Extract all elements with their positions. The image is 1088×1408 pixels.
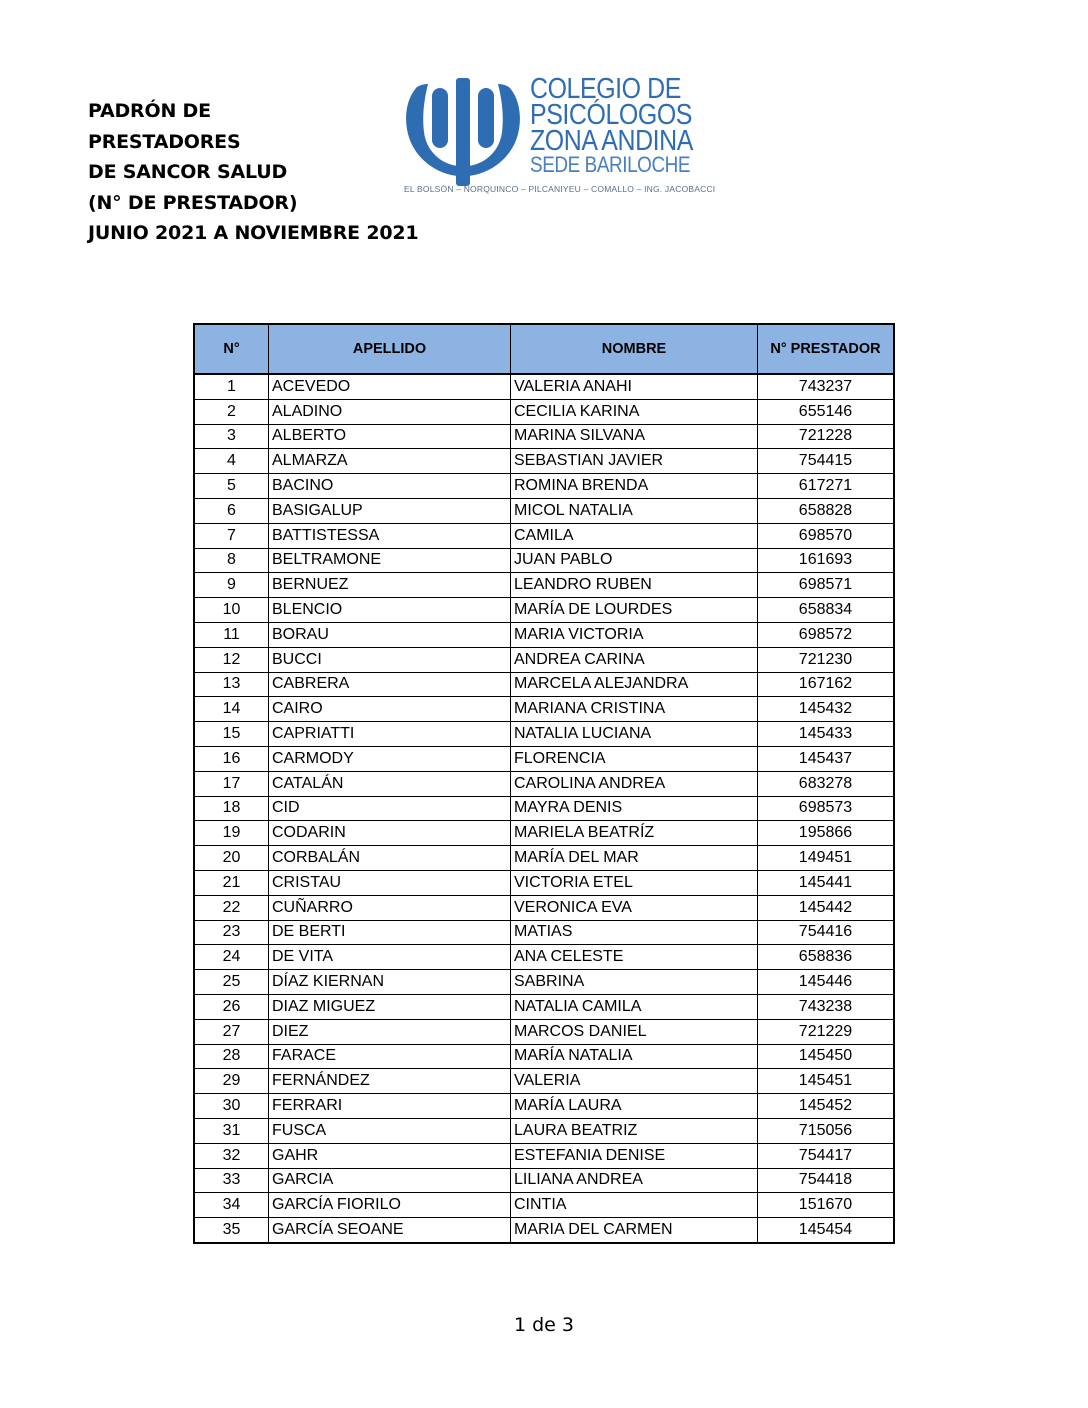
row-nombre: MARCOS DANIEL xyxy=(511,1019,758,1044)
row-apellido: GAHR xyxy=(269,1143,511,1168)
title-line: JUNIO 2021 A NOVIEMBRE 2021 xyxy=(88,222,419,244)
table-row xyxy=(194,622,894,647)
header-nombre: NOMBRE xyxy=(511,324,758,374)
table-row xyxy=(194,672,894,697)
header-numero: N° xyxy=(194,324,269,374)
row-numero: 22 xyxy=(194,895,269,920)
table-row xyxy=(194,1044,894,1069)
row-nombre: MARIELA BEATRÍZ xyxy=(511,821,758,846)
table-row xyxy=(194,821,894,846)
row-nombre: JUAN PABLO xyxy=(511,548,758,573)
row-numero: 3 xyxy=(194,424,269,449)
row-apellido: CABRERA xyxy=(269,672,511,697)
row-apellido: DE VITA xyxy=(269,945,511,970)
row-numero: 4 xyxy=(194,449,269,474)
row-nombre: CINTIA xyxy=(511,1193,758,1218)
row-apellido: DÍAZ KIERNAN xyxy=(269,970,511,995)
row-nombre: MARCELA ALEJANDRA xyxy=(511,672,758,697)
table-row xyxy=(194,771,894,796)
row-prestador: 617271 xyxy=(758,474,895,499)
table-row xyxy=(194,870,894,895)
table-row xyxy=(194,970,894,995)
row-prestador: 145442 xyxy=(758,895,895,920)
row-apellido: ALMARZA xyxy=(269,449,511,474)
row-numero: 8 xyxy=(194,548,269,573)
row-nombre: MATIAS xyxy=(511,920,758,945)
row-apellido: ALADINO xyxy=(269,399,511,424)
row-numero: 29 xyxy=(194,1069,269,1094)
row-nombre: MARÍA DE LOURDES xyxy=(511,598,758,623)
row-apellido: FUSCA xyxy=(269,1118,511,1143)
row-nombre: SABRINA xyxy=(511,970,758,995)
title-line: PADRÓN DE xyxy=(88,100,211,122)
row-prestador: 683278 xyxy=(758,771,895,796)
row-apellido: CUÑARRO xyxy=(269,895,511,920)
table-row xyxy=(194,796,894,821)
row-prestador: 698571 xyxy=(758,573,895,598)
row-apellido: DIEZ xyxy=(269,1019,511,1044)
row-apellido: BORAU xyxy=(269,622,511,647)
logo-line: SEDE BARILOCHE xyxy=(530,152,691,177)
row-apellido: CATALÁN xyxy=(269,771,511,796)
row-nombre: VALERIA xyxy=(511,1069,758,1094)
row-numero: 12 xyxy=(194,647,269,672)
table-row xyxy=(194,598,894,623)
row-prestador: 145451 xyxy=(758,1069,895,1094)
row-numero: 5 xyxy=(194,474,269,499)
row-numero: 25 xyxy=(194,970,269,995)
table-row xyxy=(194,548,894,573)
row-prestador: 655146 xyxy=(758,399,895,424)
table-row xyxy=(194,722,894,747)
table-row xyxy=(194,449,894,474)
row-apellido: BUCCI xyxy=(269,647,511,672)
row-nombre: CAMILA xyxy=(511,523,758,548)
psi-logo-icon xyxy=(402,78,524,186)
row-prestador: 145450 xyxy=(758,1044,895,1069)
row-nombre: ANA CELESTE xyxy=(511,945,758,970)
row-prestador: 754416 xyxy=(758,920,895,945)
row-nombre: MARIANA CRISTINA xyxy=(511,697,758,722)
table-row xyxy=(194,374,894,399)
row-numero: 17 xyxy=(194,771,269,796)
row-apellido: FERRARI xyxy=(269,1094,511,1119)
row-numero: 14 xyxy=(194,697,269,722)
row-numero: 6 xyxy=(194,498,269,523)
table-row xyxy=(194,1094,894,1119)
row-numero: 15 xyxy=(194,722,269,747)
row-prestador: 145437 xyxy=(758,746,895,771)
table-row xyxy=(194,573,894,598)
row-apellido: GARCÍA SEOANE xyxy=(269,1218,511,1243)
row-prestador: 721228 xyxy=(758,424,895,449)
row-numero: 24 xyxy=(194,945,269,970)
row-nombre: MICOL NATALIA xyxy=(511,498,758,523)
row-apellido: BASIGALUP xyxy=(269,498,511,523)
row-apellido: BLENCIO xyxy=(269,598,511,623)
table-row xyxy=(194,895,894,920)
row-prestador: 149451 xyxy=(758,846,895,871)
row-nombre: LEANDRO RUBEN xyxy=(511,573,758,598)
row-prestador: 698570 xyxy=(758,523,895,548)
row-nombre: ROMINA BRENDA xyxy=(511,474,758,499)
table-row xyxy=(194,1019,894,1044)
table-row xyxy=(194,498,894,523)
table-row xyxy=(194,1168,894,1193)
row-nombre: NATALIA CAMILA xyxy=(511,994,758,1019)
row-numero: 23 xyxy=(194,920,269,945)
table-row xyxy=(194,1218,894,1243)
row-apellido: CAPRIATTI xyxy=(269,722,511,747)
row-numero: 31 xyxy=(194,1118,269,1143)
row-numero: 13 xyxy=(194,672,269,697)
row-prestador: 698573 xyxy=(758,796,895,821)
row-apellido: DE BERTI xyxy=(269,920,511,945)
row-prestador: 151670 xyxy=(758,1193,895,1218)
row-numero: 27 xyxy=(194,1019,269,1044)
colegio-logo xyxy=(402,72,716,202)
logo-towns: EL BOLSÓN – ÑORQUINCO – PILCANIYEU – COMALLO – ING. JACOBACCI xyxy=(404,184,716,194)
row-numero: 26 xyxy=(194,994,269,1019)
table-row xyxy=(194,474,894,499)
table-row xyxy=(194,1193,894,1218)
row-prestador: 721229 xyxy=(758,1019,895,1044)
row-prestador: 698572 xyxy=(758,622,895,647)
row-apellido: CRISTAU xyxy=(269,870,511,895)
row-prestador: 743238 xyxy=(758,994,895,1019)
header-prestador: N° PRESTADOR xyxy=(758,324,895,374)
row-nombre: MARINA SILVANA xyxy=(511,424,758,449)
row-nombre: VERONICA EVA xyxy=(511,895,758,920)
row-apellido: CORBALÁN xyxy=(269,846,511,871)
row-apellido: FARACE xyxy=(269,1044,511,1069)
row-prestador: 145441 xyxy=(758,870,895,895)
row-numero: 16 xyxy=(194,746,269,771)
table-row xyxy=(194,1143,894,1168)
row-numero: 33 xyxy=(194,1168,269,1193)
row-nombre: CECILIA KARINA xyxy=(511,399,758,424)
table-row xyxy=(194,945,894,970)
row-numero: 11 xyxy=(194,622,269,647)
row-nombre: MARÍA NATALIA xyxy=(511,1044,758,1069)
row-prestador: 721230 xyxy=(758,647,895,672)
logo-line: ZONA ANDINA xyxy=(530,125,693,157)
table-row xyxy=(194,1118,894,1143)
row-apellido: BELTRAMONE xyxy=(269,548,511,573)
row-nombre: MARÍA DEL MAR xyxy=(511,846,758,871)
table-row xyxy=(194,424,894,449)
prestadores-table xyxy=(193,323,895,1244)
row-prestador: 754415 xyxy=(758,449,895,474)
row-apellido: BERNUEZ xyxy=(269,573,511,598)
table-row xyxy=(194,399,894,424)
row-numero: 35 xyxy=(194,1218,269,1243)
logo-line: COLEGIO DE xyxy=(530,73,681,105)
row-numero: 2 xyxy=(194,399,269,424)
row-nombre: LILIANA ANDREA xyxy=(511,1168,758,1193)
table-header-row xyxy=(194,324,894,374)
row-prestador: 754417 xyxy=(758,1143,895,1168)
row-prestador: 145454 xyxy=(758,1218,895,1243)
row-prestador: 145452 xyxy=(758,1094,895,1119)
table-row xyxy=(194,994,894,1019)
title-line: DE SANCOR SALUD xyxy=(88,161,288,183)
table-row xyxy=(194,746,894,771)
row-numero: 19 xyxy=(194,821,269,846)
row-numero: 20 xyxy=(194,846,269,871)
row-apellido: FERNÁNDEZ xyxy=(269,1069,511,1094)
row-nombre: VICTORIA ETEL xyxy=(511,870,758,895)
row-apellido: GARCIA xyxy=(269,1168,511,1193)
row-prestador: 743237 xyxy=(758,374,895,399)
logo-line: PSICÓLOGOS xyxy=(530,99,693,131)
row-apellido: BACINO xyxy=(269,474,511,499)
table-body xyxy=(194,374,894,1243)
row-numero: 32 xyxy=(194,1143,269,1168)
row-prestador: 715056 xyxy=(758,1118,895,1143)
row-numero: 21 xyxy=(194,870,269,895)
row-apellido: GARCÍA FIORILO xyxy=(269,1193,511,1218)
row-numero: 28 xyxy=(194,1044,269,1069)
row-numero: 7 xyxy=(194,523,269,548)
row-numero: 9 xyxy=(194,573,269,598)
row-apellido: CARMODY xyxy=(269,746,511,771)
row-apellido: CID xyxy=(269,796,511,821)
row-apellido: ALBERTO xyxy=(269,424,511,449)
row-nombre: VALERIA ANAHI xyxy=(511,374,758,399)
table-row xyxy=(194,647,894,672)
row-apellido: DIAZ MIGUEZ xyxy=(269,994,511,1019)
row-prestador: 658834 xyxy=(758,598,895,623)
row-nombre: FLORENCIA xyxy=(511,746,758,771)
row-nombre: MARIA VICTORIA xyxy=(511,622,758,647)
title-line: (N° DE PRESTADOR) xyxy=(88,191,298,214)
table-row xyxy=(194,523,894,548)
row-nombre: ESTEFANIA DENISE xyxy=(511,1143,758,1168)
row-nombre: CAROLINA ANDREA xyxy=(511,771,758,796)
row-prestador: 658828 xyxy=(758,498,895,523)
row-numero: 30 xyxy=(194,1094,269,1119)
row-prestador: 145433 xyxy=(758,722,895,747)
row-numero: 1 xyxy=(194,374,269,399)
row-nombre: NATALIA LUCIANA xyxy=(511,722,758,747)
row-prestador: 161693 xyxy=(758,548,895,573)
row-prestador: 145432 xyxy=(758,697,895,722)
page-number: 1 de 3 xyxy=(513,1314,574,1336)
table-row xyxy=(194,920,894,945)
row-prestador: 754418 xyxy=(758,1168,895,1193)
row-prestador: 658836 xyxy=(758,945,895,970)
title-line: PRESTADORES xyxy=(88,130,241,153)
row-apellido: CAIRO xyxy=(269,697,511,722)
row-numero: 18 xyxy=(194,796,269,821)
table-row xyxy=(194,846,894,871)
document-title xyxy=(88,96,418,249)
row-prestador: 145446 xyxy=(758,970,895,995)
row-nombre: MARÍA LAURA xyxy=(511,1094,758,1119)
row-nombre: ANDREA CARINA xyxy=(511,647,758,672)
table-row xyxy=(194,697,894,722)
row-apellido: CODARIN xyxy=(269,821,511,846)
row-nombre: LAURA BEATRIZ xyxy=(511,1118,758,1143)
row-apellido: ACEVEDO xyxy=(269,374,511,399)
header-apellido: APELLIDO xyxy=(269,324,511,374)
row-numero: 10 xyxy=(194,598,269,623)
logo-text xyxy=(530,73,720,177)
row-numero: 34 xyxy=(194,1193,269,1218)
table-row xyxy=(194,1069,894,1094)
row-nombre: SEBASTIAN JAVIER xyxy=(511,449,758,474)
row-prestador: 195866 xyxy=(758,821,895,846)
row-nombre: MAYRA DENIS xyxy=(511,796,758,821)
row-nombre: MARIA DEL CARMEN xyxy=(511,1218,758,1243)
row-apellido: BATTISTESSA xyxy=(269,523,511,548)
row-prestador: 167162 xyxy=(758,672,895,697)
